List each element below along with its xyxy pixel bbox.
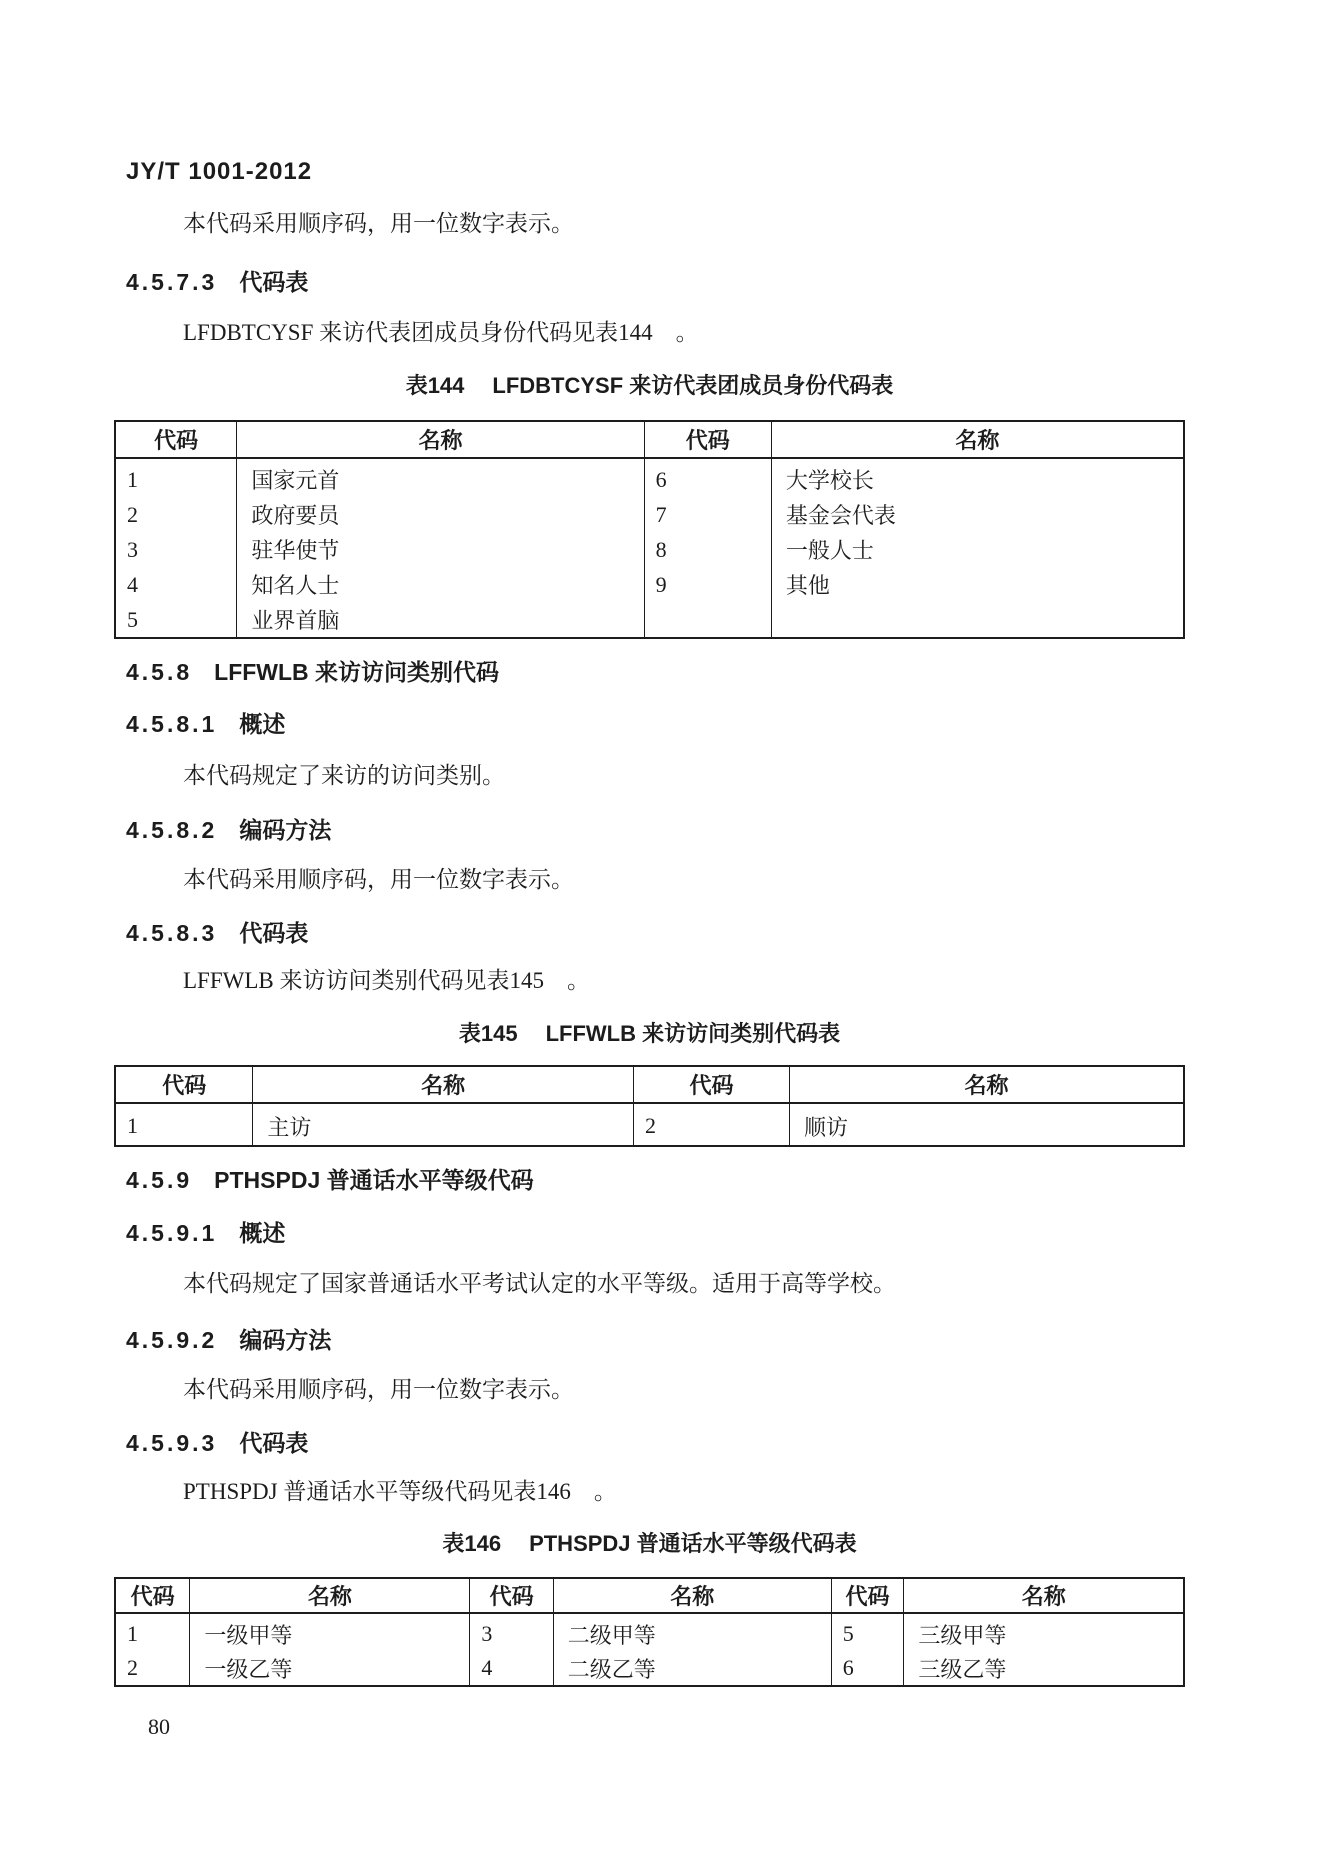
column-header: 名称 (790, 1066, 1184, 1103)
column-header: 代码 (115, 1578, 190, 1613)
column-header: 代码 (644, 421, 771, 458)
name-cell: 大学校长 (771, 458, 1184, 497)
code-cell: 2 (115, 497, 237, 532)
table-row (115, 1613, 1184, 1651)
code-cell: 1 (115, 1613, 190, 1651)
section-heading-4-5-8-1 (126, 706, 285, 739)
table-caption-146 (114, 1527, 1185, 1558)
section-heading-4-5-8-3 (126, 915, 308, 948)
caption-label: 表146 (442, 1531, 502, 1556)
caption-label: 表144 (405, 373, 465, 398)
table-row (115, 602, 1184, 638)
heading-number: 4.5.9 (126, 1167, 193, 1193)
table-row (115, 497, 1184, 532)
name-cell: 一级甲等 (190, 1613, 470, 1651)
code-cell: 5 (115, 602, 237, 638)
code-cell: 4 (470, 1651, 553, 1686)
code-cell: 8 (644, 532, 771, 567)
code-cell: 1 (115, 1103, 253, 1146)
column-header: 代码 (470, 1578, 553, 1613)
table-row (115, 532, 1184, 567)
paragraph-table-144-ref: LFDBTCYSF 来访代表团成员身份代码见表144 。 (183, 320, 699, 345)
column-header: 名称 (253, 1066, 634, 1103)
paragraph-table-146-ref: PTHSPDJ 普通话水平等级代码见表146 。 (183, 1479, 617, 1504)
name-cell: 主访 (253, 1103, 634, 1146)
heading-number: 4.5.8.3 (126, 920, 218, 946)
name-cell: 三级乙等 (904, 1651, 1184, 1686)
code-cell: 9 (644, 567, 771, 602)
column-header: 代码 (633, 1066, 789, 1103)
code-cell: 7 (644, 497, 771, 532)
code-cell: 6 (831, 1651, 904, 1686)
code-cell: 1 (115, 458, 237, 497)
page-number: 80 (148, 1714, 170, 1739)
table-145 (114, 1065, 1185, 1147)
name-cell: 二级甲等 (553, 1613, 831, 1651)
caption-title: LFFWLB 来访访问类别代码表 (545, 1021, 841, 1046)
name-cell: 知名人士 (237, 567, 644, 602)
section-heading-4-5-8-2 (126, 812, 331, 845)
name-cell: 国家元首 (237, 458, 644, 497)
section-heading-4-5-7-3 (126, 264, 308, 297)
table-header-row (115, 421, 1184, 458)
name-cell: 二级乙等 (553, 1651, 831, 1686)
name-cell: 业界首脑 (237, 602, 644, 638)
heading-title: 代码表 (239, 269, 309, 295)
heading-number: 4.5.8 (126, 659, 193, 685)
name-cell: 政府要员 (237, 497, 644, 532)
table-header-row (115, 1066, 1184, 1103)
name-cell: 其他 (771, 567, 1184, 602)
heading-title: 概述 (239, 1220, 286, 1246)
name-cell: 一般人士 (771, 532, 1184, 567)
paragraph-overview-458: 本代码规定了来访的访问类别。 (183, 763, 505, 788)
table-146 (114, 1577, 1185, 1687)
paragraph-overview-459: 本代码规定了国家普通话水平考试认定的水平等级。适用于高等学校。 (183, 1271, 896, 1296)
heading-title: 编码方法 (239, 817, 332, 843)
heading-title: 概述 (239, 711, 286, 737)
heading-number: 4.5.9.1 (126, 1220, 218, 1246)
column-header: 名称 (771, 421, 1184, 458)
heading-title: 代码表 (239, 920, 309, 946)
heading-title: 编码方法 (239, 1327, 332, 1353)
heading-number: 4.5.8.1 (126, 711, 218, 737)
paragraph-table-145-ref: LFFWLB 来访访问类别代码见表145 。 (183, 968, 590, 993)
heading-number: 4.5.8.2 (126, 817, 218, 843)
table-row (115, 1103, 1184, 1146)
code-cell: 2 (633, 1103, 789, 1146)
column-header: 代码 (115, 1066, 253, 1103)
code-cell (644, 602, 771, 638)
name-cell: 驻华使节 (237, 532, 644, 567)
section-heading-4-5-8 (126, 654, 499, 687)
heading-number: 4.5.9.3 (126, 1430, 218, 1456)
paragraph-encoding-method: 本代码采用顺序码，用一位数字表示。 (183, 211, 574, 236)
column-header: 名称 (190, 1578, 470, 1613)
heading-title: LFFWLB 来访访问类别代码 (214, 659, 500, 685)
section-heading-4-5-9 (126, 1162, 534, 1195)
section-heading-4-5-9-2 (126, 1322, 331, 1355)
code-cell: 4 (115, 567, 237, 602)
name-cell: 三级甲等 (904, 1613, 1184, 1651)
section-heading-4-5-9-3 (126, 1425, 308, 1458)
column-header: 代码 (831, 1578, 904, 1613)
code-cell: 2 (115, 1651, 190, 1686)
column-header: 代码 (115, 421, 237, 458)
name-cell: 基金会代表 (771, 497, 1184, 532)
code-cell: 5 (831, 1613, 904, 1651)
heading-title: 代码表 (239, 1430, 309, 1456)
heading-number: 4.5.7.3 (126, 269, 218, 295)
name-cell (771, 602, 1184, 638)
paragraph-encoding-method: 本代码采用顺序码，用一位数字表示。 (183, 1377, 574, 1402)
column-header: 名称 (237, 421, 644, 458)
heading-number: 4.5.9.2 (126, 1327, 218, 1353)
caption-title: PTHSPDJ 普通话水平等级代码表 (529, 1531, 857, 1556)
name-cell: 顺访 (790, 1103, 1184, 1146)
code-cell: 3 (470, 1613, 553, 1651)
table-row (115, 1651, 1184, 1686)
code-cell: 6 (644, 458, 771, 497)
table-caption-145 (114, 1017, 1185, 1048)
table-row (115, 567, 1184, 602)
table-row (115, 458, 1184, 497)
heading-title: PTHSPDJ 普通话水平等级代码 (214, 1167, 534, 1193)
doc-code-header: JY/T 1001-2012 (126, 158, 313, 185)
column-header: 名称 (553, 1578, 831, 1613)
table-caption-144 (114, 369, 1185, 400)
name-cell: 一级乙等 (190, 1651, 470, 1686)
caption-title: LFDBTCYSF 来访代表团成员身份代码表 (492, 373, 894, 398)
table-144 (114, 420, 1185, 639)
paragraph-encoding-method: 本代码采用顺序码，用一位数字表示。 (183, 867, 574, 892)
code-cell: 3 (115, 532, 237, 567)
section-heading-4-5-9-1 (126, 1215, 285, 1248)
caption-label: 表145 (458, 1021, 518, 1046)
table-header-row (115, 1578, 1184, 1613)
column-header: 名称 (904, 1578, 1184, 1613)
